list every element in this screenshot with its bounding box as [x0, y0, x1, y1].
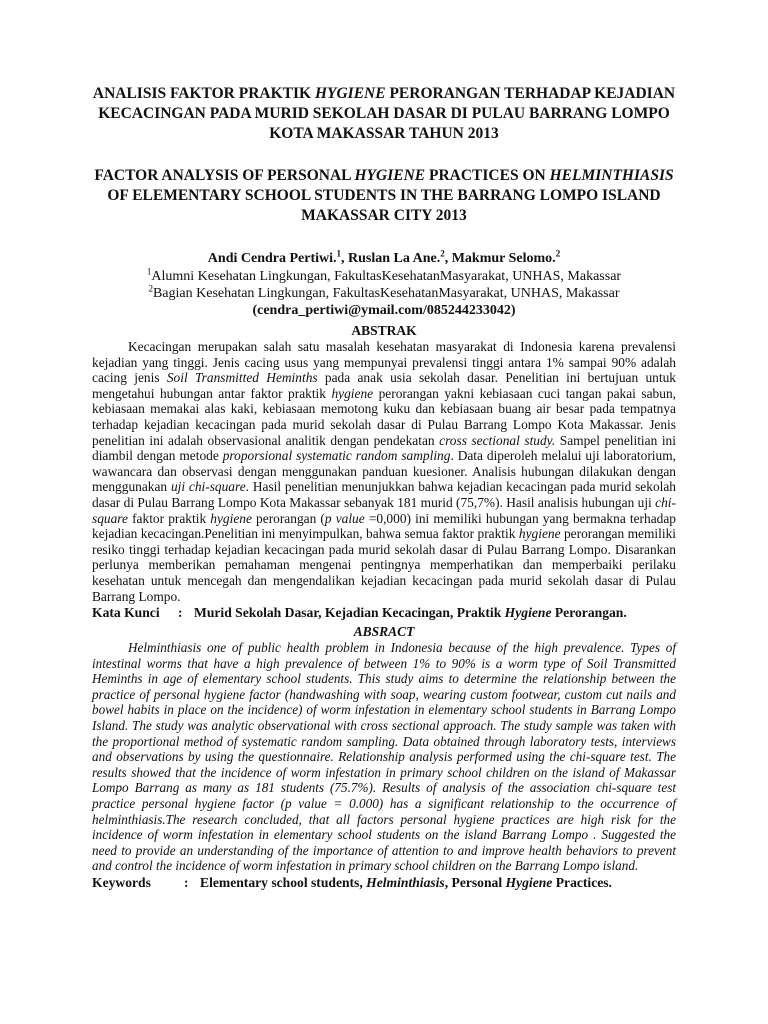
kata-kunci: Kata Kunci : Murid Sekolah Dasar, Kejadian Kecacingan, Praktik Hygiene Perorangan.: [92, 605, 627, 621]
abstract-body: Helminthiasis one of public health problem in Indonesia because of the high prevalence. Types of intestinal worms that have a high prevalence of between 1% to 90% is a worm type of Soil Transmitted Heminths in age of elementary school students. This study aims to determine the relationship between the practice of personal hygiene factor (handwashing with soap, wearing custom footwear, custom cut nails and bowel habits in place on the incidence) of worm infestation in elementary school students in Barrang Lompo Island. The study was analytic observational with cross sectional approach. The study sample was taken with the proportional method of systematic random sampling. Data obtained through laboratory tests, interviews and observations by using the questionnaire. Relationship analysis performed using the chi-square test. The results showed that the incidence of worm infestation in primary school children on the island of Makassar Lompo Barrang as many as 181 students (75.7%). Results of analysis of the association chi-square test practice personal hygiene factor (p value = 0.000) has a significant relationship to the occurrence of helminthiasis.The research concluded, that all factors personal hygiene practices are high risk for the incidence of worm infestation in elementary school students on the island Barrang Lompo . Suggested the need to provide an understanding of the importance of attention to and improve health behaviors to prevent and control the incidence of worm infestation in primary school children on the Barrang Lompo island.: [92, 640, 676, 874]
kata-kunci-label: Kata Kunci: [92, 605, 160, 621]
abstract-heading: ABSRACT: [353, 624, 415, 640]
title-english: FACTOR ANALYSIS OF PERSONAL HYGIENE PRACTICES ON HELMINTHIASIS OF ELEMENTARY SCHOOL STUDENTS IN THE BARRANG LOMPO ISLAND MAKASSAR CITY 2013: [94, 167, 674, 224]
affiliation-1: $^1$Alumni Kesehatan Lingkungan, FakultasKesehatanMasyarakat, UNHAS, Makassar: [146, 266, 622, 284]
abstrak-heading: ABSTRAK: [351, 323, 417, 338]
keywords-label: Keywords: [92, 875, 151, 890]
author-list: Andi Cendra Pertiwi.$^1$, Ruslan La Ane.$^2$, Makmur Selomo.$^2$: [207, 248, 561, 266]
abstrak-body: Kecacingan merupakan salah satu masalah kesehatan masyarakat di Indonesia karena prevalensi kejadian yang tinggi. Jenis cacing usus yang mempunyai prevalensi tinggi antara 1% sampai 90% adalah cacing jenis Soil Transmitted Heminths pada anak usia sekolah dasar. Penelitian ini bertujuan untuk mengetahui hubungan antar faktor praktik hygiene perorangan yakni kebiasaan cuci tangan pakai sabun, kebiasaan memakai alas kaki, kebiasaan memotong kuku dan kebiasaan buang air besar pada tempatnya terhadap kejadian kecacingan pada murid sekolah dasar di Pulau Barrang Lompo Kota Makassar. Jenis penelitian ini adalah observasional analitik dengan pendekatan cross sectional study. Sampel penelitian ini diambil dengan metode proporsional systematic random sampling. Data diperoleh melalui uji laboratorium, wawancara dan observasi dengan menggunakan panduan kuesioner. Analisis hubungan dilakukan dengan menggunakan uji chi-square. Hasil penelitian menunjukkan bahwa kejadian kecacingan pada murid sekolah dasar di Pulau Barrang Lompo Kota Makassar sebanyak 181 murid (75,7%). Hasil analisis hubungan uji chi-square faktor praktik hygiene perorangan (p value =0,000) ini memiliki hubungan yang bermakna terhadap kejadian kecacingan.Penelitian ini menyimpulkan, bahwa semua faktor praktik hygiene perorangan memiliki resiko tinggi terhadap kejadian kecacingan pada murid sekolah dasar di Pulau Barrang Lompo. Disarankan perlunya memberikan pemahaman mengenai pentingnya memperhatikan dan memperbaiki perilaku kesehatan untuk mencegah dan mengendalikan kejadian kecacingan pada murid sekolah dasar di Pulau Barrang Lompo.: [92, 339, 676, 604]
title-indonesian: ANALISIS FAKTOR PRAKTIK HYGIENE PERORANGAN TERHADAP KEJADIAN KECACINGAN PADA MURID SEKOLAH DASAR DI PULAU BARRANG LOMPO KOTA MAKASSAR TAHUN 2013: [92, 85, 676, 142]
affiliation-2: $^2$Bagian Kesehatan Lingkungan, FakultasKesehatanMasyarakat, UNHAS, Makassar: [148, 283, 620, 301]
keywords: Keywords : Elementary school students, Helminthiasis, Personal Hygiene Practices.: [92, 875, 612, 890]
contact-email: (cendra_pertiwi@ymail.com/085244233042): [252, 303, 516, 318]
